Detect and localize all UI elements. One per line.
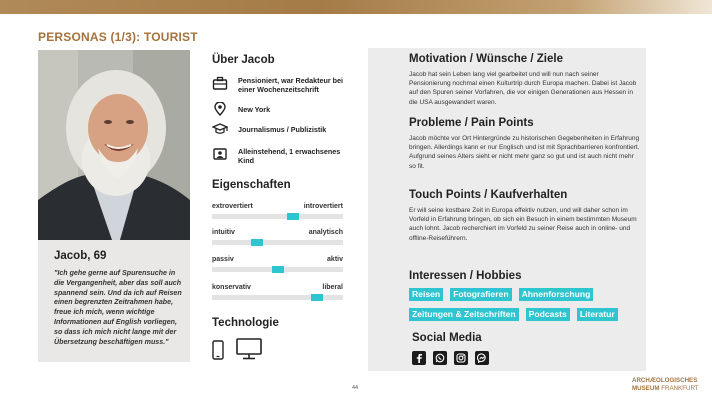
- motivation-heading: Motivation / Wünsche / Ziele: [409, 53, 563, 65]
- briefcase-icon: [212, 76, 228, 90]
- pain-points-heading: Probleme / Pain Points: [409, 117, 534, 129]
- trait-right-label: introvertiert: [303, 203, 343, 210]
- touch-points-heading: Touch Points / Kaufverhalten: [409, 189, 568, 201]
- interest-tags-row-2: [409, 308, 618, 321]
- interest-tags-row-1: [409, 288, 593, 301]
- persona-name: Jacob, 69: [54, 250, 107, 262]
- pain-points-text: Jacob möchte vor Ort Hintergründe zu historischen Gegebenheiten in Erfahrung bringen. Allerdings kann er nur Englisch und ist mit Sprachbarrieren konfrontiert. Aufgrund seines Alters sieht er nicht mehr ganz so gut und ist auch nicht mehr so fit.: [409, 135, 640, 170]
- interest-tag: Ahnenforschung: [519, 288, 594, 301]
- messenger-icon: [475, 351, 489, 365]
- smartphone-icon: [212, 340, 224, 365]
- trait-slider-conservative: [212, 284, 343, 300]
- trait-marker: [287, 213, 299, 220]
- trait-left-label: intuitiv: [212, 229, 235, 236]
- social-media-heading: Social Media: [412, 332, 482, 344]
- interest-tag: Zeitungen & Zeitschriften: [409, 308, 519, 321]
- about-item-location: [212, 102, 350, 116]
- about-item-label: New York: [238, 105, 271, 114]
- trait-marker: [251, 239, 263, 246]
- page-number: 44: [352, 385, 359, 391]
- persona-photo: [38, 50, 190, 240]
- museum-logo: [632, 377, 699, 393]
- about-item-label: Alleinstehend, 1 erwachsenes Kind: [238, 147, 341, 166]
- trait-bar: [212, 214, 343, 219]
- about-item-education: [212, 122, 350, 136]
- logo-line-1: ARCHÆOLOGISCHES: [632, 377, 698, 384]
- trait-bar: [212, 267, 343, 272]
- trait-right-label: aktiv: [327, 256, 343, 263]
- whatsapp-icon: [433, 351, 447, 365]
- trait-slider-passive: [212, 256, 343, 272]
- top-gradient-bar: [0, 0, 712, 14]
- interest-tag: Reisen: [409, 288, 443, 301]
- technology-heading: Technologie: [212, 317, 279, 329]
- trait-marker: [311, 294, 323, 301]
- about-heading: Über Jacob: [212, 54, 275, 66]
- persona-card: [38, 50, 190, 362]
- id-card-icon: [212, 147, 228, 161]
- persona-quote: "Ich gehe gerne auf Spurensuche in die Vergangenheit, aber das soll auch spannend sein. Und da ich auf Reisen einen begrenzten Zeitrahmen habe, freue ich mich, wenn wichtige Informationen auf English vorliegen, so dass ich mich nicht lange mit der Übersetzung beschäftigen muss.": [54, 269, 182, 346]
- trait-bar: [212, 240, 343, 245]
- graduation-cap-icon: [212, 122, 228, 136]
- instagram-icon: [454, 351, 468, 365]
- facebook-icon: [412, 351, 426, 365]
- interest-tag: Podcasts: [526, 308, 570, 321]
- about-item-label: Pensioniert, war Redakteur bei einer Wochenzeitschrift: [238, 76, 344, 95]
- touch-points-text: Er will seine kostbare Zeit in Europa effektiv nutzen, und will daher schon im Vorfeld in Erfahrung bringen, ob sich ein Besuch in einem bestimmten Museum auch lohnt. Jacob recherchiert im Vorfeld zu seiner Reise auch in online- und offline-Reiseführern.: [409, 207, 637, 242]
- location-pin-icon: [212, 102, 228, 116]
- motivation-text: Jacob hat sein Leben lang viel gearbeitet und will nun nach seiner Pensionierung nochmal einen Kulturtrip durch Europa machen. Dabei ist Jacob auf den Spuren seiner Vorfahren, die vor einigen Generationen aus Hessen in die USA ausgewandert waren.: [409, 71, 637, 106]
- trait-marker: [272, 266, 284, 273]
- logo-line-2-bold: MUSEUM: [632, 385, 660, 392]
- about-item-family: [212, 147, 350, 166]
- traits-heading: Eigenschaften: [212, 179, 291, 191]
- slide-title: PERSONAS (1/3): TOURIST: [38, 30, 198, 44]
- trait-left-label: passiv: [212, 256, 234, 263]
- trait-right-label: liberal: [322, 284, 343, 291]
- trait-left-label: konservativ: [212, 284, 251, 291]
- trait-left-label: extrovertiert: [212, 203, 253, 210]
- interests-heading: Interessen / Hobbies: [409, 270, 522, 282]
- social-media-icons: [412, 351, 489, 365]
- trait-bar: [212, 295, 343, 300]
- interest-tag: Literatur: [577, 308, 618, 321]
- logo-line-2-light: FRANKFURT: [661, 385, 699, 392]
- trait-right-label: analytisch: [308, 229, 343, 236]
- technology-icons: [212, 338, 262, 365]
- interest-tag: Fotografieren: [450, 288, 511, 301]
- about-item-label: Journalismus / Publizistik: [238, 125, 327, 134]
- desktop-monitor-icon: [236, 338, 262, 365]
- trait-slider-intuitive: [212, 229, 343, 245]
- about-item-occupation: [212, 76, 350, 95]
- trait-slider-extrovert: [212, 203, 343, 219]
